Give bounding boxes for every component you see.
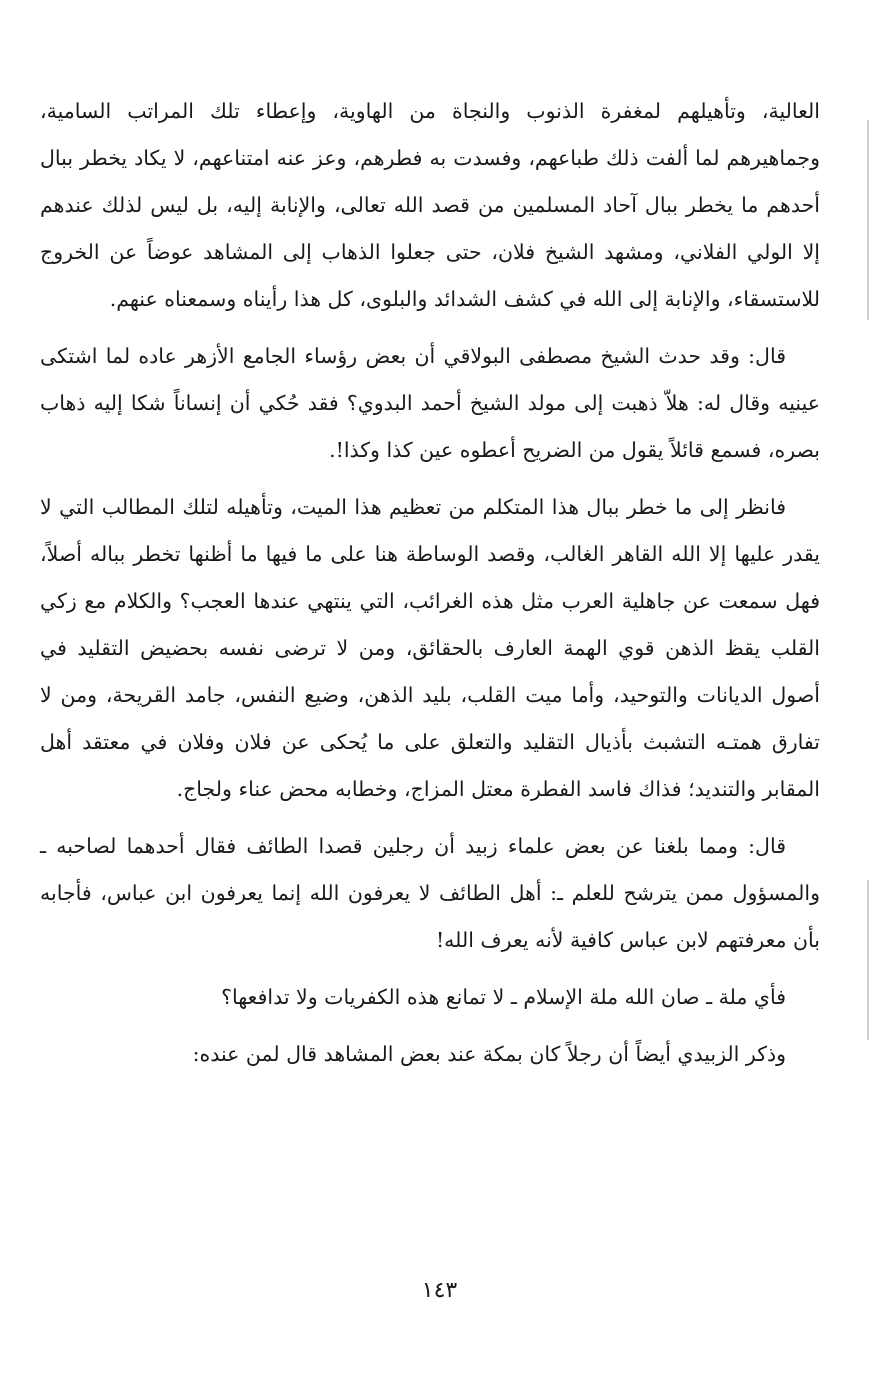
paragraph: العالية، وتأهيلهم لمغفرة الذنوب والنجاة من الهاوية، وإعطاء تلك المراتب السامية، وجماهيرهم لما ألفت ذلك طباعهم، وفسدت به فطرهم، وعز عنه امتناعهم، لا يكاد يخطر ببال أحدهم ما يخطر ببال آحاد المسلمين من قصد الله تعالى، والإنابة إليه، بل ليس لذلك عندهم إلا الولي الفلاني، ومشهد الشيخ فلان، حتى جعلوا الذهاب إلى المشاهد عوضاً عن الخروج للاستسقاء، والإنابة إلى الله في كشف الشدائد والبلوى، كل هذا رأيناه وسمعناه عنهم. <box>40 99 820 311</box>
page-edge-mark <box>867 880 869 1040</box>
page-edge-mark <box>867 120 869 320</box>
paragraph: فانظر إلى ما خطر ببال هذا المتكلم من تعظيم هذا الميت، وتأهيله لتلك المطالب التي لا يقدر عليها إلا الله القاهر الغالب، وقصد الوساطة هنا على ما فيها ما أظنها تخطر بباله أصلاً، فهل سمعت عن جاهلية العرب مثل هذه الغرائب، التي ينتهي عندها العجب؟ والكلام مع زكي القلب يقظ الذهن قوي الهمة العارف بالحقائق، ومن لا ترضى نفسه بحضيض التقليد في أصول الديانات والتوحيد، وأما ميت القلب، بليد الذهن، وضيع النفس، جامد القريحة، ومن لا تفارق همتـه التشبث بأذيال التقليد والتعلق على ما يُحكى عن فلان وفلان في معتقد أهل المقابر والتنديد؛ فذاك فاسد الفطرة معتل المزاج، وخطابه محض عناء ولجاج. <box>40 495 820 801</box>
body-text <box>40 88 820 1078</box>
paragraph: وذكر الزبيدي أيضاً أن رجلاً كان بمكة عند بعض المشاهد قال لمن عنده: <box>192 1042 786 1066</box>
page-number: ١٤٣ <box>421 1278 458 1303</box>
paragraph: قال: وقد حدث الشيخ مصطفى البولاقي أن بعض رؤساء الجامع الأزهر عاده لما اشتكى عينيه وقال له: هلاّ ذهبت إلى مولد الشيخ أحمد البدوي؟ فقد حُكي أن إنساناً شكا إليه ذهاب بصره، فسمع قائلاً يقول من الضريح أعطوه عين كذا وكذا!. <box>40 344 820 462</box>
paragraph: قال: ومما بلغنا عن بعض علماء زبيد أن رجلين قصدا الطائف فقال أحدهما لصاحبه ـ والمسؤول ممن يترشح للعلم ـ: أهل الطائف لا يعرفون الله إنما يعرفون ابن عباس، فأجابه بأن معرفتهم لابن عباس كافية لأنه يعرف الله! <box>40 834 820 952</box>
paragraph: فأي ملة ـ صان الله ملة الإسلام ـ لا تمانع هذه الكفريات ولا تدافعها؟ <box>221 985 786 1009</box>
